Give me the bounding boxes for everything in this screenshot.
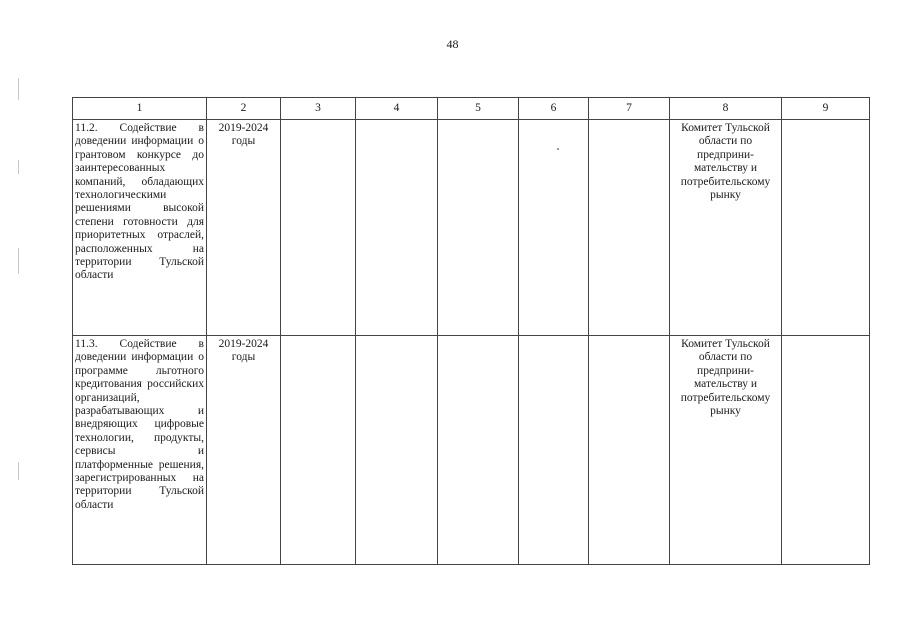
empty-cell bbox=[589, 120, 670, 336]
responsible-cell: Комитет Тульской области по предприни-мательству и потребительскому рынку bbox=[670, 120, 782, 336]
empty-cell bbox=[281, 336, 356, 565]
empty-cell bbox=[782, 336, 870, 565]
column-header: 2 bbox=[207, 98, 281, 120]
empty-cell bbox=[281, 120, 356, 336]
header-row bbox=[73, 98, 870, 120]
scan-mark bbox=[18, 462, 19, 480]
plan-table bbox=[72, 97, 870, 565]
column-header: 4 bbox=[356, 98, 438, 120]
column-header: 7 bbox=[589, 98, 670, 120]
scan-mark bbox=[18, 78, 19, 100]
empty-cell bbox=[589, 336, 670, 565]
scan-dot bbox=[557, 148, 559, 150]
scan-mark bbox=[18, 160, 19, 174]
column-header: 1 bbox=[73, 98, 207, 120]
empty-cell bbox=[782, 120, 870, 336]
measure-description: 11.3. Содействие в доведении информации о программе льготного кредитования российских организаций, разрабатывающих и внедряющих цифровые технологии, продукты, сервисы и платформенные решения, зарегистрированных на территории Тульской области bbox=[73, 336, 207, 565]
empty-cell bbox=[519, 120, 589, 336]
table-row bbox=[73, 120, 870, 336]
column-header: 8 bbox=[670, 98, 782, 120]
column-header: 3 bbox=[281, 98, 356, 120]
responsible-cell: Комитет Тульской области по предприни-мательству и потребительскому рынку bbox=[670, 336, 782, 565]
empty-cell bbox=[356, 120, 438, 336]
scan-mark bbox=[18, 248, 19, 274]
column-header: 9 bbox=[782, 98, 870, 120]
page-number: 48 bbox=[446, 37, 459, 51]
measure-description: 11.2. Содействие в доведении информации о грантовом конкурсе до заинтересованных компаний, обладающих технологическими решениями высокой степени готовности для приоритетных отраслей, расположенных на территории Тульской области bbox=[73, 120, 207, 336]
period-cell: 2019-2024 годы bbox=[207, 120, 281, 336]
table-row bbox=[73, 336, 870, 565]
period-cell: 2019-2024 годы bbox=[207, 336, 281, 565]
empty-cell bbox=[519, 336, 589, 565]
column-header: 6 bbox=[519, 98, 589, 120]
empty-cell bbox=[356, 336, 438, 565]
empty-cell bbox=[438, 336, 519, 565]
empty-cell bbox=[438, 120, 519, 336]
column-header: 5 bbox=[438, 98, 519, 120]
